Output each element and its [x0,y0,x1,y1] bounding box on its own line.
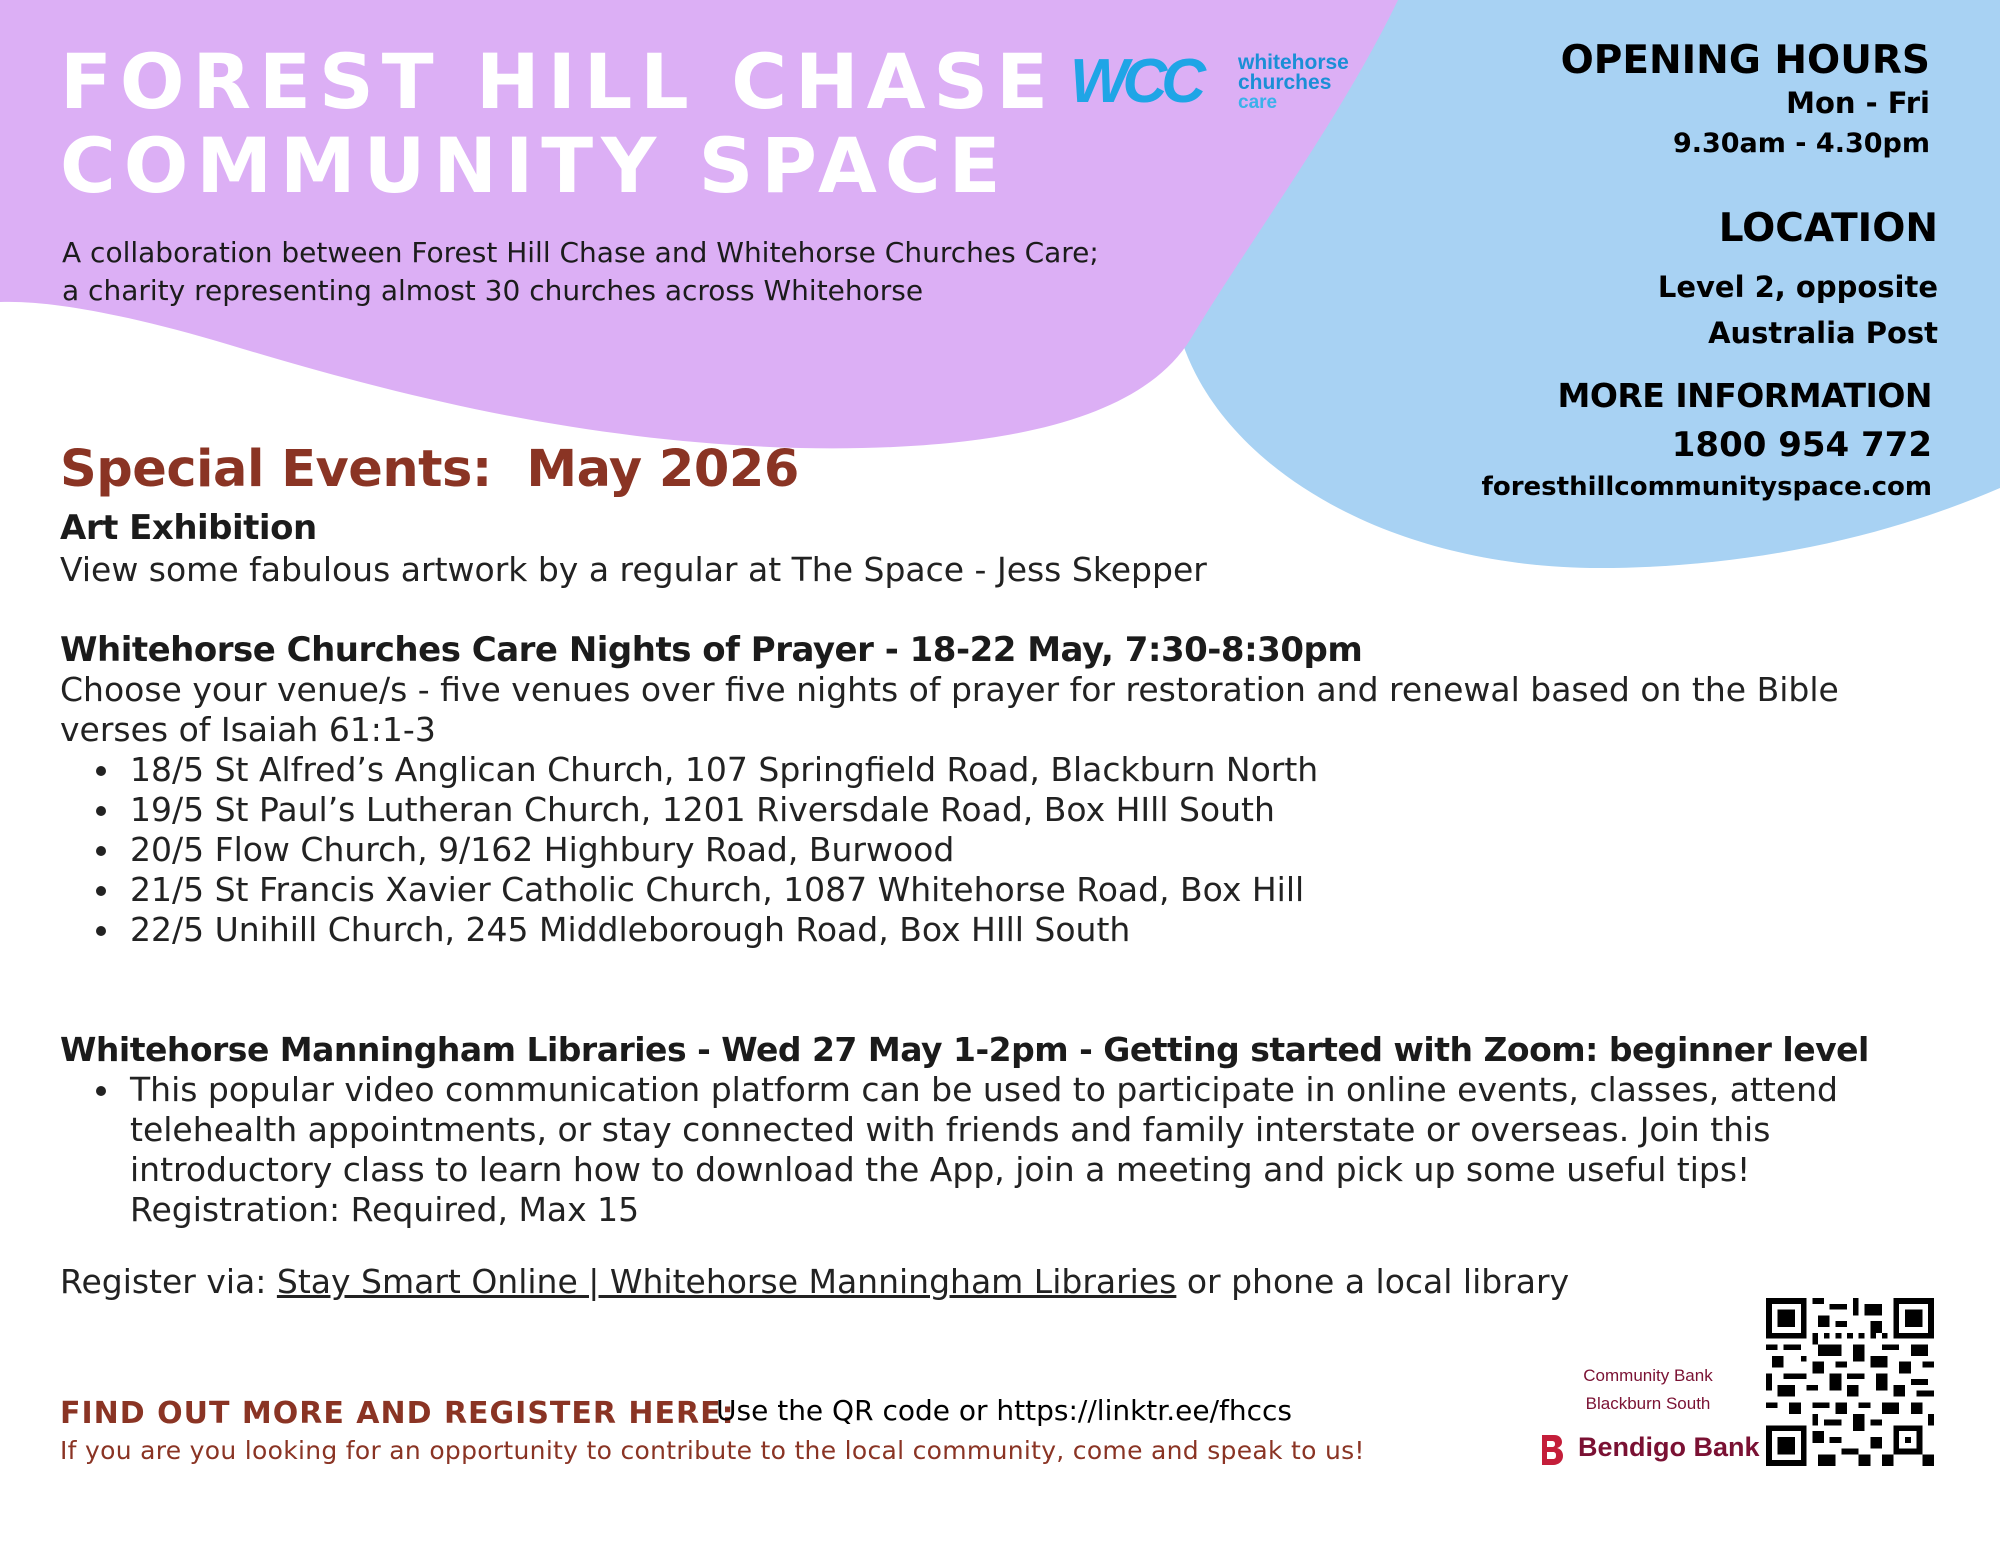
location-line-2: Australia Post [1708,316,1938,350]
opening-days: Mon - Fri [1786,86,1930,120]
opening-time: 9.30am - 4.30pm [1672,128,1930,159]
prayer-venues-list [60,750,1940,950]
page-title [60,37,1057,210]
register-suffix: or phone a local library [1176,1262,1570,1301]
location-title: LOCATION [1718,206,1938,251]
title-line-1: FOREST HILL CHASE [60,37,1057,126]
logo-word-1: whitehorse [1238,51,1349,74]
logo-words [1238,53,1349,113]
library-heading: Whitehorse Manningham Libraries - Wed 27 May 1-2pm - Getting started with Zoom: beginner level [60,1030,1869,1069]
footer-heading: FIND OUT MORE AND REGISTER HERE: [60,1396,735,1431]
sponsor-line-1: Community Bank [1583,1366,1713,1385]
library-registration: Registration: Required, Max 15 [130,1190,640,1229]
library-details-list [60,1070,1940,1230]
prayer-heading: Whitehorse Churches Care Nights of Prayer - 18-22 May, 7:30-8:30pm [60,630,1363,670]
title-line-2: COMMUNITY SPACE [60,121,1009,210]
prayer-text: Choose your venue/s - five venues over five nights of prayer for restoration and renewal based on the Bible verses of Isaiah 61:1-3 [60,670,1839,749]
library-description: This popular video communication platform can be used to participate in online events, classes, attend telehealth appointments, or stay connected with friends and family interstate or overseas. Join this introductory class to learn how to download the App, join a meeting and pick up some useful tips! [130,1070,1838,1189]
special-events-title: Special Events: May 2026 [60,440,799,499]
logo-word-3: care [1238,92,1278,113]
logo-word-2: churches [1238,71,1332,94]
logo-mark: WCC [1070,47,1201,116]
art-exhibition-text: View some fabulous artwork by a regular at The Space - Jess Skepper [60,550,1207,589]
qr-code[interactable] [1766,1298,1934,1466]
list-item: 19/5 St Paul’s Lutheran Church, 1201 Riversdale Road, Box HIll South [60,790,1940,830]
bendigo-bank-icon [1540,1433,1564,1467]
list-item: 22/5 Unihill Church, 245 Middleborough Road, Box HIll South [60,910,1940,950]
opening-hours-title: OPENING HOURS [1560,38,1930,83]
sponsor-name: Bendigo Bank [1578,1432,1760,1462]
location-line-1: Level 2, opposite [1657,270,1938,304]
register-prefix: Register via: [60,1262,277,1301]
list-item: 21/5 St Francis Xavier Catholic Church, 1087 Whitehorse Road, Box Hill [60,870,1940,910]
more-information-title: MORE INFORMATION [1557,376,1932,415]
website-link[interactable]: foresthillcommunityspace.com [1481,472,1932,502]
list-item: 18/5 St Alfred’s Anglican Church, 107 Springfield Road, Blackburn North [60,750,1940,790]
register-line [60,1262,1940,1302]
sponsor-line-2: Blackburn South [1585,1394,1711,1413]
list-item [60,1070,1940,1230]
wcc-logo [1070,47,1370,120]
subtitle: A collaboration between Forest Hill Chase and Whitehorse Churches Care; a charity representing almost 30 churches across Whitehorse [62,236,1099,307]
register-link[interactable]: Stay Smart Online | Whitehorse Manningham Libraries [276,1262,1177,1301]
list-item: 20/5 Flow Church, 9/162 Highbury Road, Burwood [60,830,1940,870]
phone-number[interactable]: 1800 954 772 [1671,425,1932,465]
footer-cta: If you are you looking for an opportunity to contribute to the local community, come and speak to us! [60,1436,1365,1465]
art-exhibition-heading: Art Exhibition [60,508,317,548]
footer-qr-text[interactable]: Use the QR code or https://linktr.ee/fhccs [716,1394,1292,1427]
